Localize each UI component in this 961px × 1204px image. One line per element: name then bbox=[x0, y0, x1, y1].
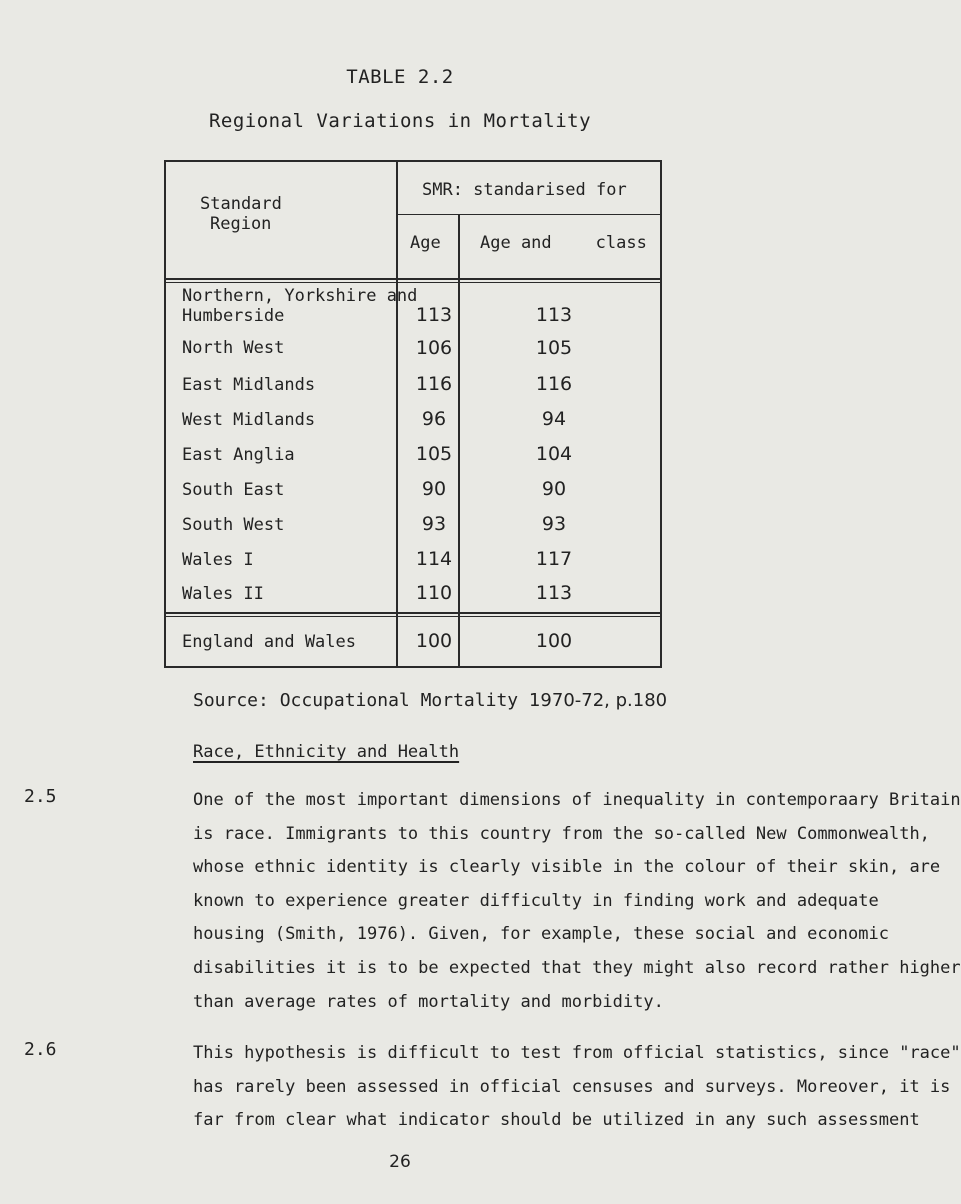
age-class-value: 113 bbox=[535, 304, 573, 326]
header-smr-group: SMR: standarised for bbox=[422, 180, 627, 200]
header-standard-region: Standard Region bbox=[200, 194, 282, 234]
region-cell: North West bbox=[182, 338, 285, 358]
paragraph-line: far from clear what indicator should be utilized in any such assessment bbox=[193, 1110, 920, 1131]
age-class-value: 113 bbox=[535, 582, 573, 604]
paragraph-line: disabilities it is to be expected that they might also record rather higher bbox=[193, 957, 961, 978]
region-cell: Northern, Yorkshire and Humberside bbox=[182, 286, 418, 326]
table-rule bbox=[164, 160, 662, 162]
age-value: 116 bbox=[415, 373, 453, 395]
paragraph-line: has rarely been assessed in official censuses and surveys. Moreover, it is bbox=[193, 1076, 951, 1097]
table-rule bbox=[164, 666, 662, 668]
region-cell: Wales I bbox=[182, 550, 254, 570]
region-cell: South West bbox=[182, 515, 285, 535]
age-class-value: 90 bbox=[541, 478, 567, 500]
header-age-and-class: Age and class bbox=[480, 233, 647, 253]
paragraph-line: whose ethnic identity is clearly visible in the colour of their skin, are bbox=[193, 857, 941, 878]
age-value: 93 bbox=[421, 513, 447, 535]
total-age-value: 100 bbox=[415, 630, 453, 652]
paragraph-line: known to experience greater difficulty in finding work and adequate bbox=[193, 890, 879, 911]
paragraph-number: 2.6 bbox=[24, 1039, 57, 1060]
page-number: 26 bbox=[389, 1152, 411, 1172]
age-value: 90 bbox=[421, 478, 447, 500]
table-rule bbox=[164, 616, 662, 617]
total-region-cell: England and Wales bbox=[182, 632, 356, 652]
region-cell: Wales II bbox=[182, 584, 264, 604]
table-rule bbox=[396, 214, 662, 215]
table-rule bbox=[164, 160, 166, 668]
region-cell: South East bbox=[182, 480, 285, 500]
region-cell: East Anglia bbox=[182, 445, 295, 465]
paragraph-line: One of the most important dimensions of inequality in contemporaary Britain bbox=[193, 790, 961, 810]
table-rule bbox=[660, 160, 662, 668]
table-rule bbox=[164, 278, 662, 280]
region-cell: West Midlands bbox=[182, 410, 316, 430]
age-class-value: 117 bbox=[535, 548, 573, 570]
age-class-value: 105 bbox=[535, 337, 573, 359]
table-title: Regional Variations in Mortality bbox=[208, 110, 592, 132]
table-rule bbox=[164, 282, 662, 283]
table-rule bbox=[164, 612, 662, 614]
age-class-value: 116 bbox=[535, 373, 573, 395]
mortality-table bbox=[164, 160, 662, 668]
table-source: Source: Occupational Mortality 1970-72, p.180 bbox=[193, 690, 668, 711]
region-cell: East Midlands bbox=[182, 375, 316, 395]
paragraph bbox=[193, 784, 961, 1019]
total-age-class-value: 100 bbox=[535, 630, 573, 652]
paragraph-line: housing (Smith, 1976). Given, for example, these social and economic bbox=[193, 924, 889, 945]
paragraph-number: 2.5 bbox=[24, 786, 57, 807]
age-value: 105 bbox=[415, 443, 453, 465]
age-class-value: 93 bbox=[541, 513, 567, 535]
section-heading: Race, Ethnicity and Health bbox=[193, 742, 460, 762]
header-age: Age bbox=[410, 233, 441, 253]
table-rule bbox=[396, 160, 398, 668]
paragraph-line: This hypothesis is difficult to test from official statistics, since "race" bbox=[193, 1043, 961, 1063]
table-number: TABLE 2.2 bbox=[346, 66, 454, 88]
paragraph-line: is race. Immigrants to this country from the so-called New Commonwealth, bbox=[193, 823, 930, 844]
age-value: 106 bbox=[415, 337, 453, 359]
age-value: 96 bbox=[421, 408, 447, 430]
age-class-value: 104 bbox=[535, 443, 573, 465]
age-value: 110 bbox=[415, 582, 453, 604]
paragraph bbox=[193, 1037, 961, 1138]
age-value: 113 bbox=[415, 304, 453, 326]
age-value: 114 bbox=[415, 548, 453, 570]
age-class-value: 94 bbox=[541, 408, 567, 430]
paragraph-line: than average rates of mortality and morbidity. bbox=[193, 991, 664, 1012]
